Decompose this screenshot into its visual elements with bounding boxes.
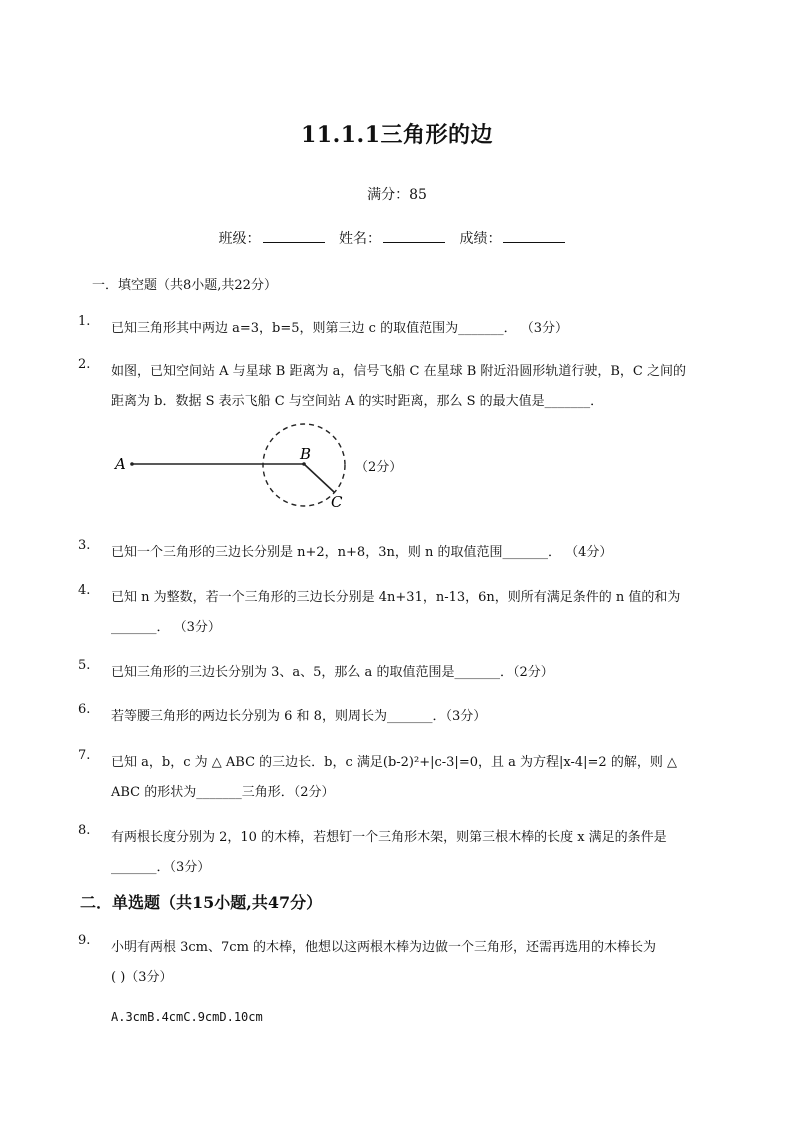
- question-number: 2.: [78, 357, 91, 372]
- full-score: 满分：85: [367, 187, 427, 203]
- question-text: 如图，已知空间站 A 与星球 B 距离为 a，信号飞船 C 在星球 B 附近沿圆形轨道行驶，B，C 之间的: [111, 364, 687, 379]
- question-number: 3.: [78, 538, 91, 553]
- question-number: 4.: [78, 583, 91, 598]
- question-text: ABC 的形状为_______三角形．（2分）: [111, 785, 335, 800]
- question-text: _______． （3分）: [111, 620, 221, 635]
- section-heading-fill-blank: 一．填空题（共8小题,共22分）: [92, 278, 277, 293]
- question-text: 距离为 b．数据 S 表示飞船 C 与空间站 A 的实时距离，那么 S 的最大值是_______．: [111, 394, 604, 409]
- name-blank: [383, 228, 445, 243]
- question-number: 9.: [78, 933, 91, 948]
- figure-score: （2分）: [355, 460, 403, 475]
- point-a: [130, 462, 134, 466]
- question-text: 有两根长度分别为 2，10 的木棒，若想钉一个三角形木架，则第三根木棒的长度 x 满足的条件是: [111, 830, 667, 845]
- question-text: 已知 a，b，c 为 △ ABC 的三边长．b，c 满足(b-2)²+|c-3|=0，且 a 为方程|x-4|=2 的解，则 △: [111, 755, 677, 770]
- student-info-row: [0, 228, 794, 248]
- score-blank: [503, 228, 565, 243]
- question-text: ( )（3分）: [111, 970, 173, 985]
- question-text: _______．（3分）: [111, 860, 211, 875]
- question-number: 8.: [78, 823, 91, 838]
- label-c: C: [331, 493, 343, 511]
- question-text: 已知三角形其中两边 a=3，b=5，则第三边 c 的取值范围为_______． （3分）: [111, 321, 568, 336]
- class-label: 班级：: [218, 231, 261, 247]
- question-number: 5.: [78, 658, 91, 673]
- segment-bc: [304, 464, 334, 492]
- question-text: 已知三角形的三边长分别为 3、a、5，那么 a 的取值范围是_______．（2分）: [111, 665, 554, 680]
- page-title: 11.1.1三角形的边: [300, 122, 494, 148]
- question-text: 已知一个三角形的三边长分别是 n+2，n+8，3n，则 n 的取值范围_______． （4分）: [111, 545, 613, 560]
- question-9-options: A.3cmB.4cmC.9cmD.10cm: [111, 1010, 263, 1024]
- question-text: 小明有两根 3cm、7cm 的木棒，他想以这两根木棒为边做一个三角形，还需再选用的木棒长为: [111, 940, 657, 955]
- label-a: A: [115, 455, 126, 473]
- section-heading-single-choice: 二．单选题（共15小题,共47分）: [80, 893, 323, 912]
- question-number: 7.: [78, 748, 91, 763]
- class-blank: [263, 228, 325, 243]
- question-number: 6.: [78, 702, 91, 717]
- label-b: B: [300, 445, 312, 463]
- question-number: 1.: [78, 314, 91, 329]
- name-label: 姓名：: [339, 231, 381, 247]
- question-text: 已知 n 为整数，若一个三角形的三边长分别是 4n+31，n-13，6n，则所有满足条件的 n 值的和为: [111, 590, 681, 605]
- question-text: 若等腰三角形的两边长分别为 6 和 8，则周长为_______．（3分）: [111, 709, 487, 724]
- score-label: 成绩：: [459, 231, 502, 247]
